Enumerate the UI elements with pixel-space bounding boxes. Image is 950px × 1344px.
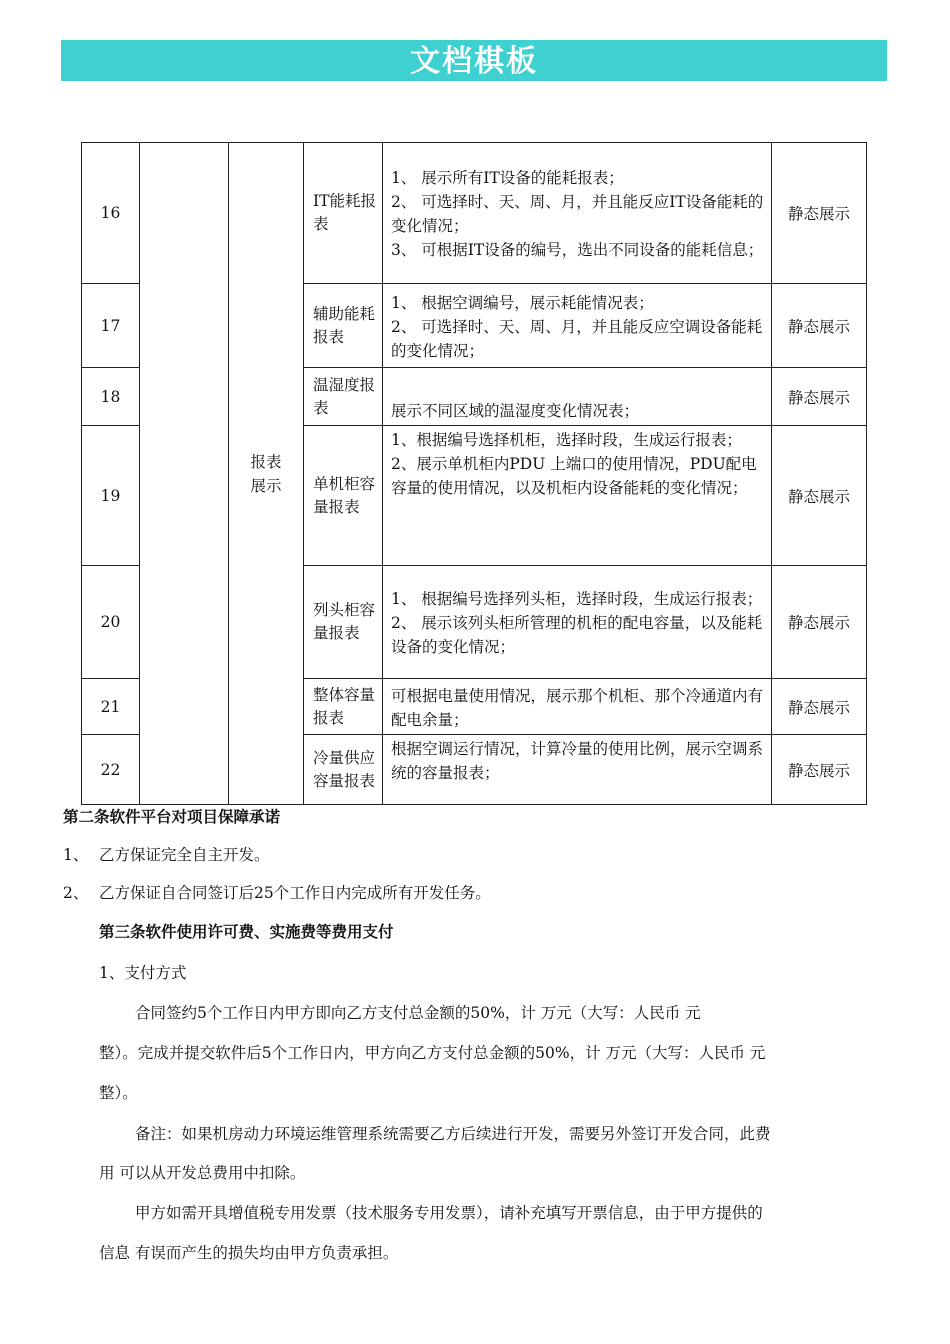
feature-name: 整体容量报表 bbox=[304, 679, 383, 735]
feature-name: 冷量供应容量报表 bbox=[304, 735, 383, 805]
feature-description: 1、 根据空调编号，展示耗能情况表； 2、 可选择时、天、周、月，并且能反应空调设备能耗的变化情况； bbox=[383, 284, 772, 368]
empty-module-cell bbox=[140, 143, 229, 805]
category-cell bbox=[229, 143, 304, 805]
payment-method-subheading: 1、支付方式 bbox=[99, 964, 187, 982]
feature-description: 1、 根据编号选择列头柜，选择时段，生成运行报表； 2、 展示该列头柜所管理的机柜的配电容量，以及能耗设备的变化情况； bbox=[383, 566, 772, 679]
row-number: 19 bbox=[82, 426, 140, 566]
report-feature-table bbox=[81, 142, 867, 805]
section3-heading: 第三条软件使用许可费、实施费等费用支付 bbox=[99, 923, 394, 941]
feature-name: IT能耗报表 bbox=[304, 143, 383, 284]
feature-name: 列头柜容量报表 bbox=[304, 566, 383, 679]
status-cell: 静态展示 bbox=[772, 143, 867, 284]
status-cell: 静态展示 bbox=[772, 426, 867, 566]
invoice-line-2: 信息 有误而产生的损失均由甲方负责承担。 bbox=[99, 1244, 399, 1262]
section2-item-1-text: 乙方保证完全自主开发。 bbox=[99, 846, 270, 864]
category-label: 报表展示 bbox=[250, 452, 282, 495]
row-number: 21 bbox=[82, 679, 140, 735]
section2-item-2-marker: 2、 bbox=[63, 884, 89, 902]
feature-name: 辅助能耗报表 bbox=[304, 284, 383, 368]
status-cell: 静态展示 bbox=[772, 735, 867, 805]
payment-paragraph-line-2: 整）。完成并提交软件后5个工作日内，甲方向乙方支付总金额的50%，计 万元（大写：人民币 元 bbox=[99, 1044, 766, 1062]
status-cell: 静态展示 bbox=[772, 679, 867, 735]
row-number: 18 bbox=[82, 368, 140, 426]
feature-description: 1、根据编号选择机柜，选择时段，生成运行报表；2、展示单机柜内PDU 上端口的使用情况，PDU配电容量的使用情况，以及机柜内设备能耗的变化情况； bbox=[383, 426, 772, 566]
status-cell: 静态展示 bbox=[772, 284, 867, 368]
payment-paragraph-line-1: 合同签约5个工作日内甲方即向乙方支付总金额的50%，计 万元（大写：人民币 元 bbox=[135, 1004, 701, 1022]
feature-name: 温湿度报表 bbox=[304, 368, 383, 426]
table-row bbox=[82, 143, 867, 284]
row-number: 22 bbox=[82, 735, 140, 805]
note-line-2: 用 可以从开发总费用中扣除。 bbox=[99, 1164, 306, 1182]
status-cell: 静态展示 bbox=[772, 368, 867, 426]
feature-description: 可根据电量使用情况，展示那个机柜、那个冷通道内有配电余量； bbox=[383, 679, 772, 735]
status-cell: 静态展示 bbox=[772, 566, 867, 679]
feature-description: 展示不同区域的温湿度变化情况表； bbox=[383, 368, 772, 426]
section2-item-1-marker: 1、 bbox=[63, 846, 89, 864]
row-number: 16 bbox=[82, 143, 140, 284]
note-line-1: 备注：如果机房动力环境运维管理系统需要乙方后续进行开发，需要另外签订开发合同，此费 bbox=[135, 1125, 771, 1143]
invoice-line-1: 甲方如需开具增值税专用发票（技术服务专用发票），请补充填写开票信息，由于甲方提供的 bbox=[135, 1204, 763, 1222]
payment-paragraph-line-3: 整）。 bbox=[99, 1084, 138, 1102]
row-number: 20 bbox=[82, 566, 140, 679]
page-banner: 文档棋板 bbox=[61, 40, 887, 81]
section2-item-2-text: 乙方保证自合同签订后25个工作日内完成所有开发任务。 bbox=[99, 884, 491, 902]
feature-description: 根据空调运行情况，计算冷量的使用比例，展示空调系统的容量报表； bbox=[383, 735, 772, 805]
section2-heading: 第二条软件平台对项目保障承诺 bbox=[63, 808, 281, 826]
row-number: 17 bbox=[82, 284, 140, 368]
feature-name: 单机柜容量报表 bbox=[304, 426, 383, 566]
feature-description: 1、 展示所有IT设备的能耗报表； 2、 可选择时、天、周、月，并且能反应IT设备能耗的变化情况； 3、 可根据IT设备的编号，选出不同设备的能耗信息； bbox=[383, 143, 772, 284]
